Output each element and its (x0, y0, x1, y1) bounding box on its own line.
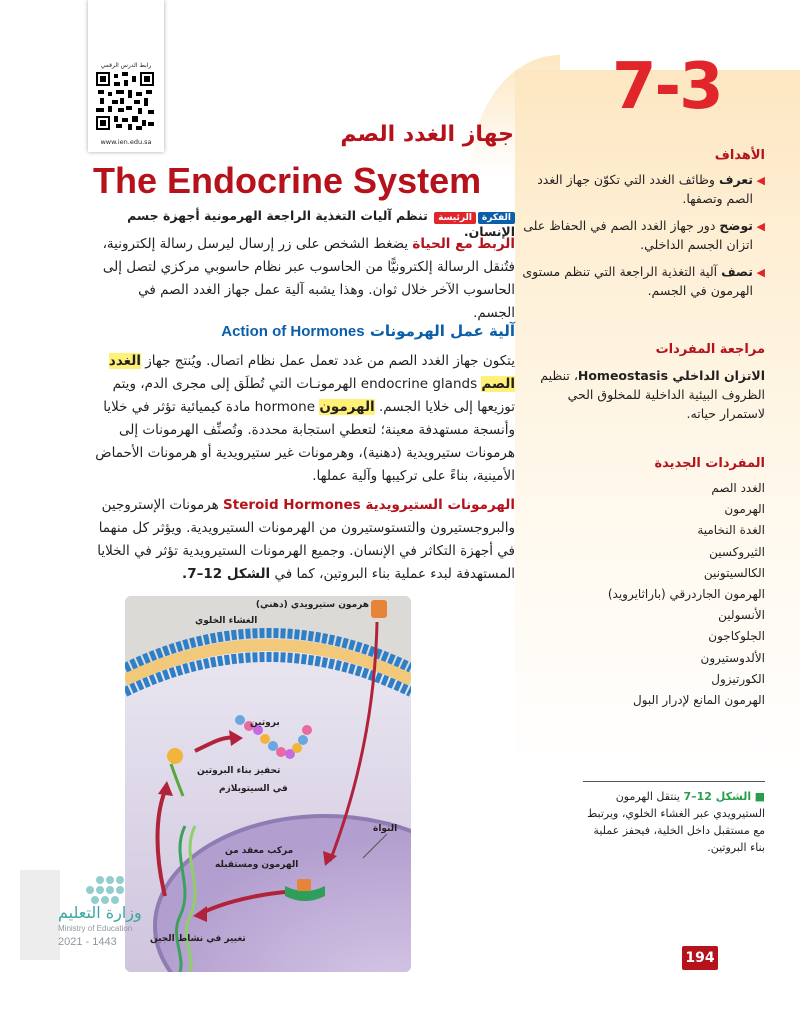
figure-caption (583, 788, 765, 856)
paragraph-hormones (93, 350, 515, 488)
objective-text: وظائف الغدد التي تكوّن جهاز الغدد الصم وتصفها. (537, 172, 753, 206)
real-life-lead: الربط مع الحياة (412, 236, 515, 252)
paragraph-steroid-hormones (93, 494, 515, 586)
triangle-bullet-icon: ◀ (756, 220, 765, 233)
steroid-hormones-lead: الهرمونات الستيرويدية Steroid Hormones (223, 497, 515, 513)
figure-reference[interactable]: الشكل 12–7. (182, 566, 271, 582)
lesson-title-english: The Endocrine System (93, 160, 482, 201)
caption-label: الشكل 12–7 (683, 790, 752, 803)
lesson-number: 7-3 (612, 50, 722, 124)
new-vocab-list (520, 478, 765, 711)
label-steroid-hormone: هرمون ستيرويدي (دهني) (255, 600, 369, 610)
label-nucleus: النواة (373, 824, 398, 834)
label-complex-1: مركب معقد من (225, 846, 294, 856)
vocab-item: الغدد الصم (711, 481, 765, 495)
vocab-item: الكورتيزول (711, 671, 765, 686)
vocab-item: الغدة النخامية (697, 523, 765, 538)
ministry-name-english: Ministry of Education (58, 924, 133, 933)
label-cytoplasm: في السيتوبلازم (219, 784, 288, 794)
new-vocab-heading: المفردات الجديدة (654, 456, 765, 471)
para1-text-1: يتكون جهاز الغدد الصم من غدد تعمل عمل نظام اتصال. ويُنتج جهاز (140, 353, 515, 369)
vocab-item: الهرمون الجاردرقي (باراثايرويد) (607, 587, 765, 602)
para2-text: هرمونات الإستروجين والبروجستيرون والتستوستيرون من الهرمونات الستيرويدية. ويؤثر كل منهما في أجهزة التكاثر في الإنسان. وجميع الهرمونات الستيرويدية تؤثر في الخلايا المستهدفة لبدء عملية بناء البروتين، كما في (97, 497, 515, 582)
label-protein: بروتين (250, 718, 280, 728)
label-complex-2: الهرمون ومستقبله (215, 860, 299, 870)
section-heading-arabic: آلية عمل الهرمونات (369, 322, 515, 340)
para1-text-3: hormone مادة كيميائية تؤثر في خلايا وأنسجة مستهدفة معينة؛ لتعطي استجابة محددة. وتُصنِّف الهرمونات إلى هرمونات ستيرويدية (دهنية)، وهرمونات غير ستيرويدية أو هرمونات الأحماض الأمينية، بناءً على تركيبها وآلية عملها. (95, 399, 515, 484)
vocab-item: الألدوستيرون (700, 650, 765, 665)
section-heading-english: Action of Hormones (221, 323, 365, 340)
objectives-heading: الأهداف (714, 148, 765, 163)
label-stimulate: تحفيز بناء البروتين (197, 766, 281, 776)
term-hormone: الهرمون (319, 399, 375, 415)
objective-item (520, 262, 765, 300)
main-idea-tag-2: الرئيسة (434, 212, 476, 224)
vocab-item: الهرمون المانع لإدرار البول (633, 693, 765, 708)
caption-text: ينتقل الهرمون الستيرويدي عبر الغشاء الخلوي، ويرتبط مع مستقبل داخل الخلية، فيحفز عملية بناء البروتين. (587, 790, 765, 854)
qr-url[interactable]: www.ien.edu.sa (100, 138, 152, 146)
review-vocab-entry (520, 366, 765, 423)
triangle-bullet-icon: ◀ (756, 174, 765, 187)
vocab-item: الأنسولين (718, 608, 765, 623)
label-cell-membrane: الغشاء الخلوي (195, 616, 258, 626)
page-number: 194 (682, 946, 718, 970)
objective-verb: تعرف (718, 172, 753, 187)
vocab-item: الجلوكاجون (708, 629, 765, 644)
objective-item (520, 216, 765, 254)
main-idea-tag: الفكرة (478, 212, 515, 224)
review-vocab-definition: ، تنظيم الظروف البيئية الداخلية للمخلوق الحي لاستمرار حياته. (540, 368, 765, 421)
objective-item (520, 170, 765, 208)
review-vocab-heading: مراجعة المفردات (655, 342, 765, 357)
hormone-molecule-icon (371, 600, 387, 618)
caption-divider (583, 781, 765, 782)
square-bullet-icon: ■ (754, 790, 765, 803)
ministry-name-arabic: وزارة التعليم (58, 903, 142, 922)
real-life-connection (93, 233, 515, 325)
steroid-hormone-figure (125, 596, 411, 972)
objective-verb: تصف (721, 264, 753, 279)
section-heading (93, 322, 515, 340)
vocab-item: الكالسيتونين (703, 565, 765, 580)
real-life-text: يضغط الشخص على زر إرسال ليرسل رسالة إلكترونية، فتُنقل الرسالة إلكترونيًّا من الحاسوب عبر نظام حاسوبي مركزي لتصل إلى الحاسوب الآخر خلال ثوان. وهذا يشبه آلية عمل جهاز الغدد الصم في الجسم. (102, 236, 515, 321)
review-vocab-term: الاتزان الداخلي Homeostasis (577, 368, 765, 383)
objective-text: آلية التغذية الراجعة التي تنظم مستوى الهرمون في الجسم. (522, 264, 753, 298)
qr-code-icon[interactable] (96, 72, 154, 130)
vocab-item: الثيروكسين (709, 544, 765, 559)
label-gene-activity: تغيير في نشاط الجين (150, 934, 246, 944)
main-idea-text: تنظم آليات التغذية الراجعة الهرمونية أجهزة جسم الإنسان. (127, 208, 515, 239)
vocab-item: الهرمون (724, 502, 765, 517)
objectives-list (520, 170, 765, 308)
triangle-bullet-icon: ◀ (756, 266, 765, 279)
objective-text: دور جهاز الغدد الصم في الحفاظ على اتزان الجسم الداخلي. (523, 218, 753, 252)
objective-verb: توضح (719, 218, 753, 233)
ministry-year: 2021 - 1443 (58, 936, 117, 948)
lesson-title-arabic: جهاز الغدد الصم (340, 122, 514, 147)
para1-text-2: endocrine glands الهرمونـات التي تُطلَق إلى مجرى الدم، ويتم توزيعها إلى خلايا الجسم. (112, 376, 515, 415)
term-endocrine-glands: الغدد الصم (108, 353, 515, 392)
qr-label: رابط الدرس الرقمي (100, 62, 152, 69)
